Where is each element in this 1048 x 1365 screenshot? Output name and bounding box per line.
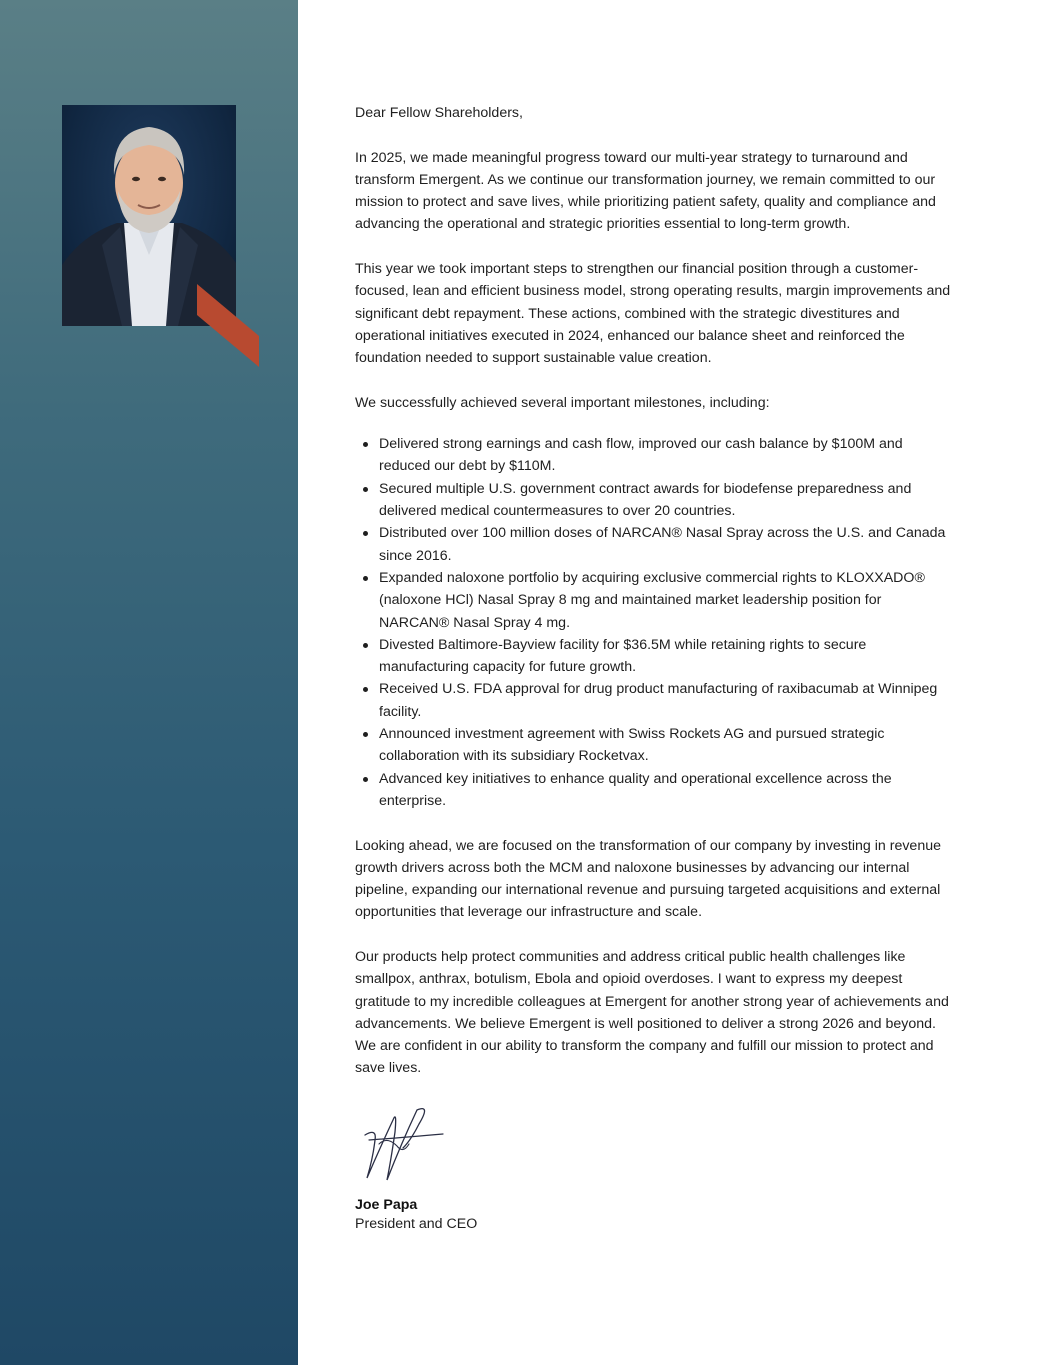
accent-ribbon <box>0 0 298 380</box>
letter-body <box>355 102 955 1102</box>
outlook-paragraph: Looking ahead, we are focused on the transformation of our company by investing in revenue growth drivers across both the MCM and naloxone businesses by advancing our internal pipeline, expanding our international revenue and pursuing targeted acquisitions and external opportunities that leverage our infrastructure and scale. <box>355 837 941 921</box>
signer-name: Joe Papa <box>355 1197 418 1213</box>
list-item: Announced investment agreement with Swiss Rockets AG and pursued strategic collaboration with its subsidiary Rocketvax. <box>379 723 955 768</box>
salutation: Dear Fellow Shareholders, <box>355 105 523 121</box>
list-item: Divested Baltimore-Bayview facility for $36.5M while retaining rights to secure manufacturing capacity for future growth. <box>379 634 955 679</box>
signature-graphic <box>357 1100 447 1185</box>
list-item: Received U.S. FDA approval for drug product manufacturing of raxibacumab at Winnipeg facility. <box>379 678 955 723</box>
list-item: Secured multiple U.S. government contract awards for biodefense preparedness and delivered medical countermeasures to over 20 countries. <box>379 478 955 523</box>
list-item: Expanded naloxone portfolio by acquiring exclusive commercial rights to KLOXXADO® (naloxone HCl) Nasal Spray 8 mg and maintained market leadership position for NARCAN® Nasal Spray 4 mg. <box>379 567 955 634</box>
list-item: Advanced key initiatives to enhance quality and operational excellence across the enterprise. <box>379 768 955 813</box>
signer-title: President and CEO <box>355 1216 478 1232</box>
list-item: Delivered strong earnings and cash flow, improved our cash balance by $100M and reduced our debt by $110M. <box>379 433 955 478</box>
intro-paragraph: In 2025, we made meaningful progress toward our multi-year strategy to turnaround and transform Emergent. As we continue our transformation journey, we remain committed to our mission to protect and save lives, while prioritizing patient safety, quality and compliance and advancing the operational and strategic priorities essential to long-term growth. <box>355 149 936 233</box>
financial-paragraph: This year we took important steps to strengthen our financial position through a customer-focused, lean and efficient business model, strong operating results, margin improvements and significant debt repayment. These actions, combined with the strategic divestitures and operational initiatives executed in 2024, enhanced our balance sheet and reinforced the foundation needed to support sustainable value creation. <box>355 261 951 367</box>
signature <box>357 1100 447 1185</box>
list-item: Distributed over 100 million doses of NARCAN® Nasal Spray across the U.S. and Canada since 2016. <box>379 522 955 567</box>
gratitude-paragraph: Our products help protect communities and address critical public health challenges like smallpox, anthrax, botulism, Ebola and opioid overdoses. I want to express my deepest gratitude to my incredible colleagues at Emergent for another strong year of achievements and advancements. We believe Emergent is well positioned to deliver a strong 2026 and beyond. We are confident in our ability to transform the company and fulfill our mission to protect and save lives. <box>355 948 949 1077</box>
milestones-list <box>355 433 955 812</box>
milestones-intro: We successfully achieved several important milestones, including: <box>355 394 770 411</box>
